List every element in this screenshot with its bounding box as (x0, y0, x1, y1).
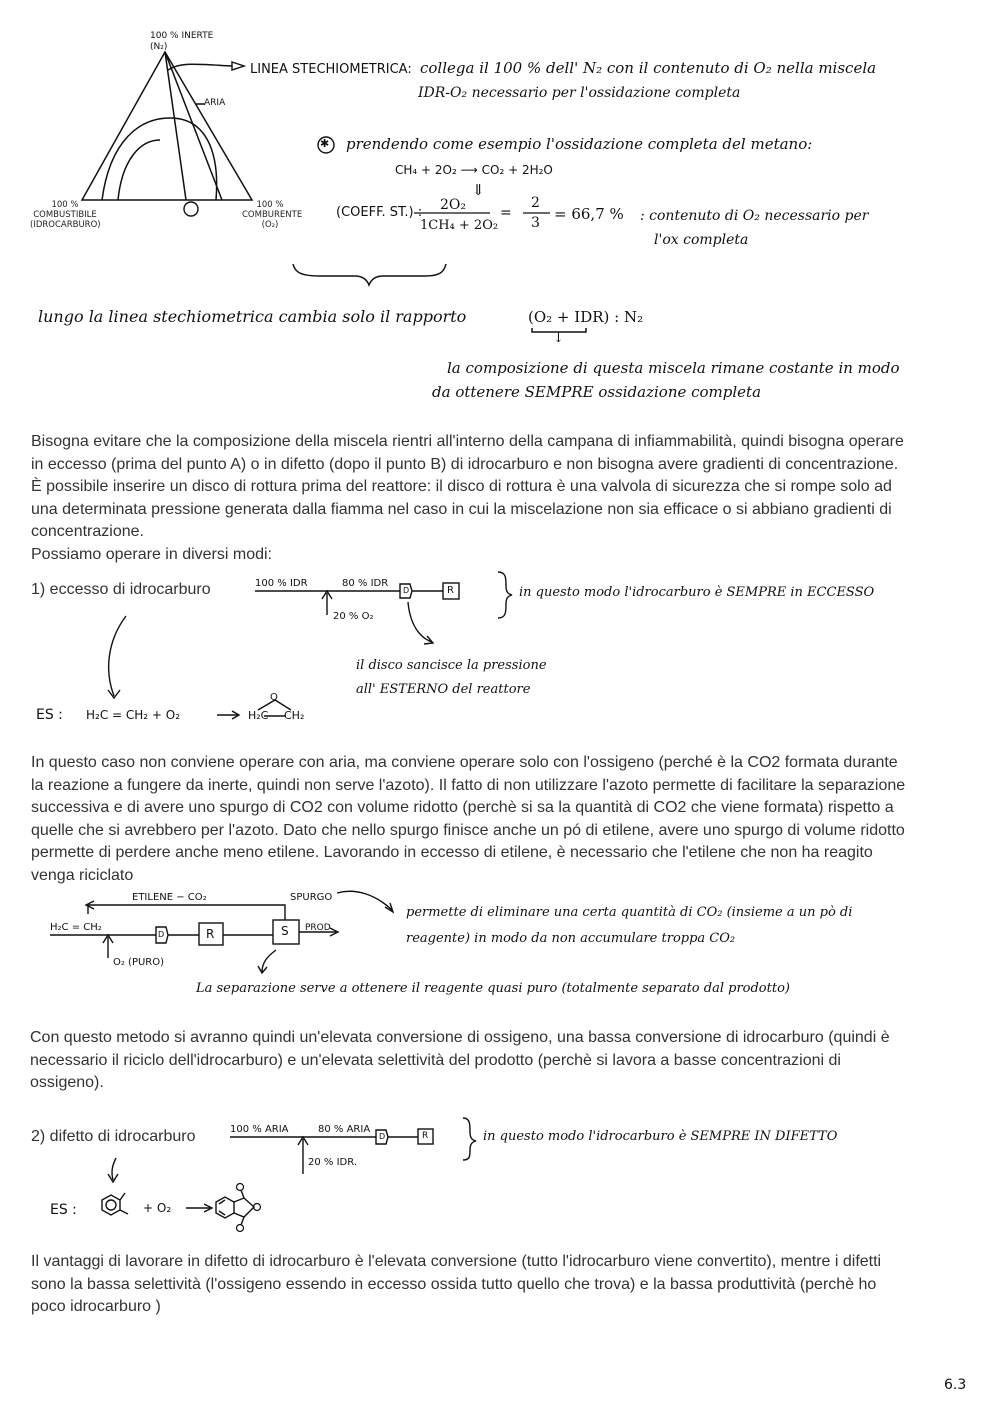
mode1-reactor-label: R (447, 585, 454, 596)
mode1-in-3: 20 % O₂ (333, 611, 374, 622)
result-note-2: l'ox completa (654, 232, 749, 248)
mode1-in-1: 100 % IDR (255, 578, 308, 589)
disk-note-arrow (408, 602, 432, 642)
star-icon: ✱ (320, 137, 330, 150)
star-note: prendendo come esempio l'ossidazione completa del metano: (346, 135, 813, 153)
brace (498, 572, 512, 618)
percent-result: = 66,7 % (554, 205, 624, 223)
recycle-feed-label: H₂C = CH₂ (50, 922, 102, 933)
purge-note-1: permette di eliminare una certa quantità di CO₂ (insieme a un pò di (406, 905, 853, 920)
epoxide-right: CH₂ (284, 709, 305, 722)
mode2-brace (463, 1118, 476, 1160)
ratio-arrow-icon: ↓ (553, 331, 564, 346)
mode1-es-label: ES : (36, 707, 63, 723)
mode1-es-reaction: H₂C = CH₂ + O₂ (86, 708, 181, 722)
stoich-line-title: LINEA STECHIOMETRICA: (250, 62, 412, 77)
stoichiometric-line (165, 52, 186, 200)
paragraph-3: Con questo metodo si avranno quindi un'elevata conversione di ossigeno, una bassa conversione di idrocarburo (quindi è necessario il riciclo dell'idrocarburo) e un'elevata selettività del prodotto (perchè si lavora a basse concentrazioni di ossigeno). (30, 1029, 890, 1091)
mode1-title: 1) eccesso di idrocarburo (31, 581, 211, 598)
stoich-note-line: lungo la linea stechiometrica cambia solo il rapporto (38, 307, 467, 326)
stoich-ratio: (O₂ + IDR) : N₂ (528, 308, 644, 326)
mode1-disk-note-1: il disco sancisce la pressione (356, 658, 547, 673)
fraction2-denominator: 3 (531, 215, 540, 231)
stoich-line-text-1: collega il 100 % dell' N₂ con il contenuto di O₂ nella miscela (420, 59, 877, 77)
mode1-in-2: 80 % IDR (342, 578, 389, 589)
flammability-bell-inner (118, 140, 160, 200)
example-arrow (109, 616, 126, 696)
recycle-top-label: ETILENE − CO₂ (132, 892, 207, 903)
epoxide-left: H₂C (248, 709, 269, 722)
page-number: 6.3 (944, 1377, 967, 1393)
recycle-prod-label: PROD (305, 923, 331, 933)
recycle-separator-label: S (281, 924, 289, 938)
paragraph-1: Bisogna evitare che la composizione della miscela rientri all'interno della campana di infiammabilità, quindi bisogna operare in eccesso (prima del punto A) o in difetto (dopo il punto B) di idrocarburo e non bisogna avere gradienti di concentrazione. È possibile inserire un disco di rottura prima del reattore: il disco di rottura è una valvola di sicurezza che si rompe solo ad una determinata pressione generata dalla fiamma nel caso in cui la miscelazione non sia efficace o si abbiano gradienti di concentrazione. Possiamo operare in diversi modi: (31, 433, 904, 563)
mode2-in-2: 80 % ARIA (318, 1124, 371, 1135)
fraction-numerator: 2O₂ (440, 197, 466, 213)
air-line (165, 52, 222, 200)
recycle-reactor-label: R (206, 927, 215, 941)
anhydride-ring (234, 1198, 254, 1217)
mode2-in-1: 100 % ARIA (230, 1124, 289, 1135)
mode2-es-label: ES : (50, 1202, 77, 1218)
paragraph-4: Il vantaggi di lavorare in difetto di idrocarburo è l'elevata conversione (tutto l'idrocarburo viene convertito), mentre i difetti sono la bassa selettività (l'ossigeno essendo in eccesso ossida tutto quello che trova) e la bassa produttività (perchè ho poco idrocarburo ) (31, 1253, 882, 1315)
mode2-disk-label: D (379, 1132, 386, 1141)
star-marker-circle (184, 202, 198, 216)
separation-note: La separazione serve a ottenere il reagente quasi puro (totalmente separato dal prodotto) (196, 981, 790, 996)
top-vertex-label: 100 % INERTE (N₂) (150, 31, 214, 52)
stoich-pointer (168, 64, 232, 70)
anhydride-o-top (237, 1184, 244, 1191)
methane-reaction: CH₄ + 2O₂ ⟶ CO₂ + 2H₂O (395, 163, 553, 177)
air-label: ARIA (204, 98, 226, 108)
coeff-label: (COEFF. ST.) : (336, 205, 423, 220)
purge-arrow (337, 891, 392, 910)
right-vertex-label: 100 % COMBURENTE (O₂) (242, 200, 303, 230)
triangle (82, 52, 252, 200)
composition-note-1: la composizione di questa miscela rimane costante in modo (447, 359, 900, 377)
recycle-o2-label: O₂ (PURO) (113, 957, 165, 968)
paragraph-2: In questo caso non conviene operare con aria, ma conviene operare solo con l'ossigeno (perché è la CO2 formata durante la reazione a fungere da inerte, quindi non serve l'azoto). Il fatto di non utilizzare l'azoto permette di facilitare la separazione successiva e di avere uno spurgo di CO2 con volume ridotto (perchè si sa la quantità di CO2 che viene formata) rispetto a quelle che si avrebbero per l'azoto. Dato che nello spurgo finisce anche un pó di etilene, avere uno spurgo di volume ridotto permette di perdere anche meno etilene. Lavorando in eccesso di etilene, è necessario che l'etilene che non ha reagito venga riciclato (31, 754, 906, 884)
anhydride-o-bottom (237, 1225, 244, 1232)
epoxide-oxygen: O (270, 692, 278, 703)
recycle-purge-label: SPURGO (290, 892, 333, 903)
fraction-denominator: 1CH₄ + 2O₂ (420, 218, 499, 233)
composition-note-2: da ottenere SEMPRE ossidazione completa (432, 383, 762, 401)
down-arrow-icon: ⇓ (472, 181, 485, 199)
left-vertex-label: 100 % COMBUSTIBILE (IDROCARBURO) (30, 200, 101, 230)
stoich-line-text-2: IDR-O₂ necessario per l'ossidazione completa (418, 85, 741, 101)
mode2-reactor-label: R (422, 1131, 429, 1141)
result-note-1: : contenuto di O₂ necessario per (640, 208, 869, 224)
mode2-title: 2) difetto di idrocarburo (31, 1128, 196, 1145)
equals-sign: = (500, 205, 512, 221)
mode2-in-3: 20 % IDR. (308, 1157, 358, 1168)
mode1-disk-note-2: all' ESTERNO del reattore (356, 682, 531, 697)
mode2-plus-o2: + O₂ (143, 1201, 172, 1215)
sep-note-arrow (262, 950, 276, 972)
mode1-brace-note: in questo modo l'idrocarburo è SEMPRE in ECCESSO (519, 585, 875, 600)
recycle-disk-label: D (158, 930, 165, 939)
star-brace (293, 264, 446, 285)
mode2-example-arrow (112, 1158, 116, 1180)
recycle-top-line (88, 905, 285, 920)
fraction2-numerator: 2 (531, 195, 540, 211)
toluene-ring (102, 1195, 120, 1215)
mode1-disk-label: D (403, 586, 410, 595)
purge-note-2: reagente) in modo da non accumulare troppa CO₂ (406, 931, 736, 946)
mode2-brace-note: in questo modo l'idrocarburo è SEMPRE IN DIFETTO (483, 1129, 838, 1144)
